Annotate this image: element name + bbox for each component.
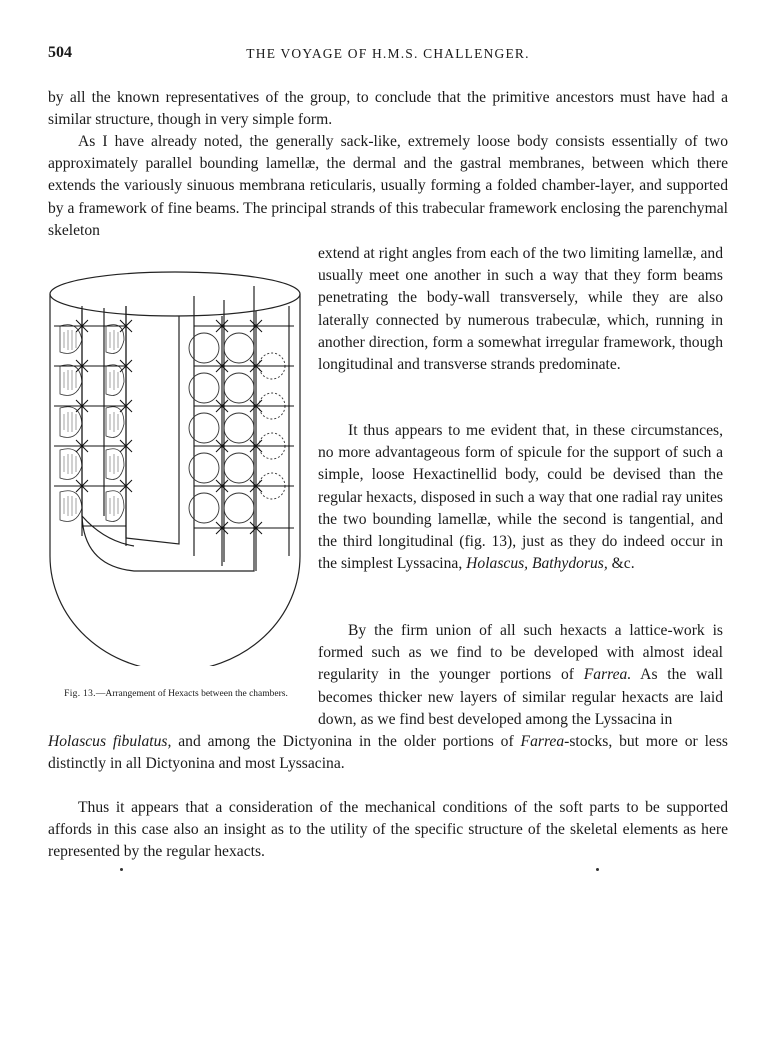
dictyonina-text: and among the Dictyonina in the older portions of: [171, 733, 514, 750]
paragraph-lattice-work: [318, 620, 723, 731]
inner-cut-face-2: [126, 306, 179, 544]
figure-13-illustration: [44, 266, 306, 666]
left-chambers: [60, 325, 124, 522]
running-header: [48, 44, 728, 64]
figure-label: Fig. 13.: [64, 689, 96, 699]
paragraph-lattice-continued: [48, 731, 728, 775]
lattice-text: By the firm union of all such hexacts a lattice-work is formed such as we find to be developed with almost ideal regularity in the younger portions of: [318, 622, 723, 684]
chamber-hatching: [64, 330, 118, 516]
farrea-name: Farrea.: [583, 666, 632, 684]
figure-caption-text: —Arrangement of Hexacts between the chambers.: [95, 689, 288, 699]
page-number: 504: [48, 44, 72, 61]
paragraph-hexact-spicules: [318, 420, 723, 575]
wall-text: As the wall becomes thicker new layers of similar regular hexacts are laid down, as we find best developed among the Lyssacina in: [318, 666, 723, 728]
top-rim: [50, 272, 300, 316]
right-chambers: [189, 333, 285, 523]
print-speck: [120, 868, 123, 871]
figure-13-caption: [60, 689, 292, 700]
hexact-text: It thus appears to me evident that, in these circumstances, no more advantageous form of spicule for the support of such a simple, loose Hexactinellid body, could be devised than the regular hexacts, disposed in such a way that one radial ray unites the two bounding lamellæ, while the second is tangential, and the third longitudinal (fig. 13), just as they do indeed occur in the simplest Lyssacina,: [318, 422, 723, 573]
print-speck: [596, 868, 599, 871]
hexact-chamber-diagram: [44, 266, 306, 666]
farrea-stock-name: Farrea: [520, 733, 565, 750]
holascus-fibulatus-name: Holascus fibulatus,: [48, 733, 172, 750]
paragraph-trabecular-strands: extend at right angles from each of the two limiting lamellæ, and usually meet one another in such a way that they form beams penetrating the body-wall transversely, while they are also laterally connected by numerous trabeculæ, which, running in another direction, form a somewhat irregular framework, though longitudinal and transverse strands predominate.: [318, 245, 723, 374]
etc-text: &c.: [607, 555, 635, 573]
genera-names: Holascus, Bathydorus,: [466, 555, 608, 573]
stocks-text: -stocks, but more or less distinctly in all Dictyonina and most Lyssacina.: [48, 733, 728, 773]
paragraph-continuation: by all the known representatives of the group, to conclude that the primitive ancestors must have had a similar structure, though in very simple form.: [48, 89, 728, 129]
paragraph-body-structure: As I have already noted, the generally sack-like, extremely loose body consists essentially of two approximately parallel bounding lamellæ, the dermal and the gastral membranes, between which there extends the variously sinuous membrana reticularis, usually forming a folded chamber-layer, and supported by a framework of fine beams. The principal strands of this trabecular framework enclosing the parenchymal skeleton: [48, 133, 728, 239]
running-title: THE VOYAGE OF H.M.S. CHALLENGER.: [246, 46, 530, 61]
paragraph-conclusion: Thus it appears that a consideration of the mechanical conditions of the soft parts to be supported affords in this case also an insight as to the utility of the specific structure of the skeletal elements as here represented by the regular hexacts.: [48, 799, 728, 861]
hexact-lattice: [54, 306, 294, 571]
